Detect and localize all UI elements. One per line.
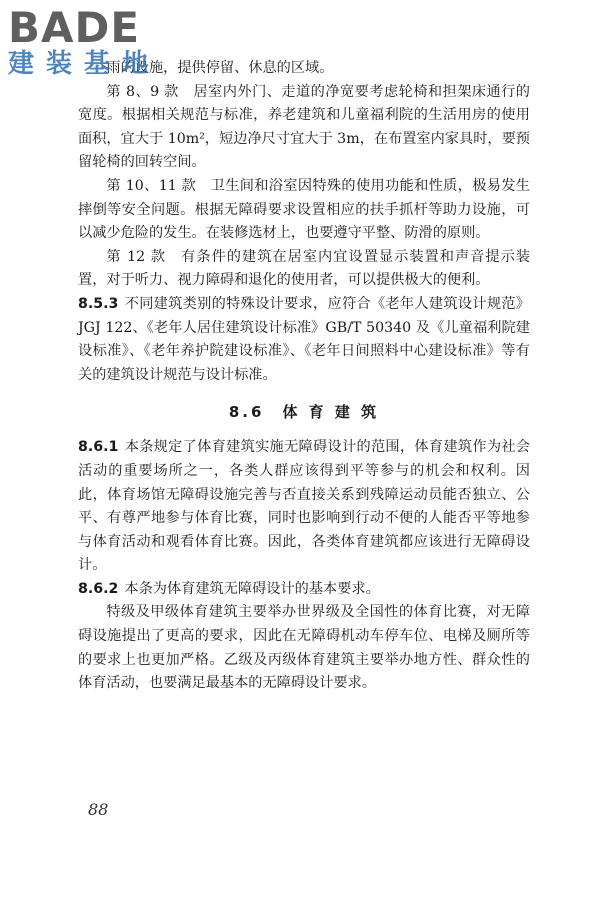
paragraph: 雨的设施，提供停留、休息的区域。 [106,60,334,76]
paragraph: 第 12 款 有条件的建筑在居室内宜设置显示装置和声音提示装置，对于听力、视力障碍和退化的使用者，可以提供极大的便利。 [78,248,530,289]
clause-number: 8.5.3 [78,295,119,312]
clause-number: 8.6.1 [78,439,119,456]
section-heading: 8.6 体 育 建 筑 [228,403,380,422]
watermark-subtitle: 建装基地 [8,49,161,79]
watermark-logo [8,3,161,79]
clause-number: 8.6.2 [78,580,119,597]
paragraph: 第 8、9 款 居室内外门、走道的净宽要考虑轮椅和担架床通行的宽度。根据相关规范与标准，养老建筑和儿童福利院的生活用房的使用面积，宜大于 10m²，短边净尺寸宜大于 3m，在布置室内家具时，要预留轮椅的回转空间。 [78,83,530,171]
paragraph: 第 10、11 款 卫生间和浴室因特殊的使用功能和性质，极易发生摔倒等安全问题。根据无障碍要求设置相应的扶手抓杆等助力设施，可以减少危险的发生。在装修选材上，也要遵守平整、防滑的原则。 [78,177,530,242]
clause-paragraph: 8.6.2 本条为体育建筑无障碍设计的基本要求。 [78,580,380,597]
watermark-brand: BADE [8,3,141,52]
paragraph: 特级及甲级体育建筑主要举办世界级及全国性的体育比赛，对无障碍设施提出了更高的要求，因此在无障碍机动车停车位、电梯及厕所等的要求上也更加严格。乙级及丙级体育建筑主要举办地方性、群众性的体育活动，也要满足最基本的无障碍设计要求。 [78,604,530,692]
clause-paragraph: 8.6.1 本条规定了体育建筑实施无障碍设计的范围，体育建筑作为社会活动的重要场所之一，各类人群应该得到平等参与的机会和权利。因此，体育场馆无障碍设施完善与否直接关系到残障运动员能否独立、公平、有尊严地参与体育比赛，同时也影响到行动不便的人能否平等地参与体育活动和观看体育比赛。因此，各类体育建筑都应该进行无障碍设计。 [78,439,530,574]
page-number: 88 [88,800,109,819]
page-body [78,57,530,696]
clause-paragraph: 8.5.3 不同建筑类别的特殊设计要求，应符合《老年人建筑设计规范》JGJ 122、《老年人居住建筑设计标准》GB/T 50340 及《儿童福利院建设标准》、《老年养护院建设标准》、《老年日间照料中心建设标准》等有关的建筑设计规范与设计标准。 [78,295,530,383]
